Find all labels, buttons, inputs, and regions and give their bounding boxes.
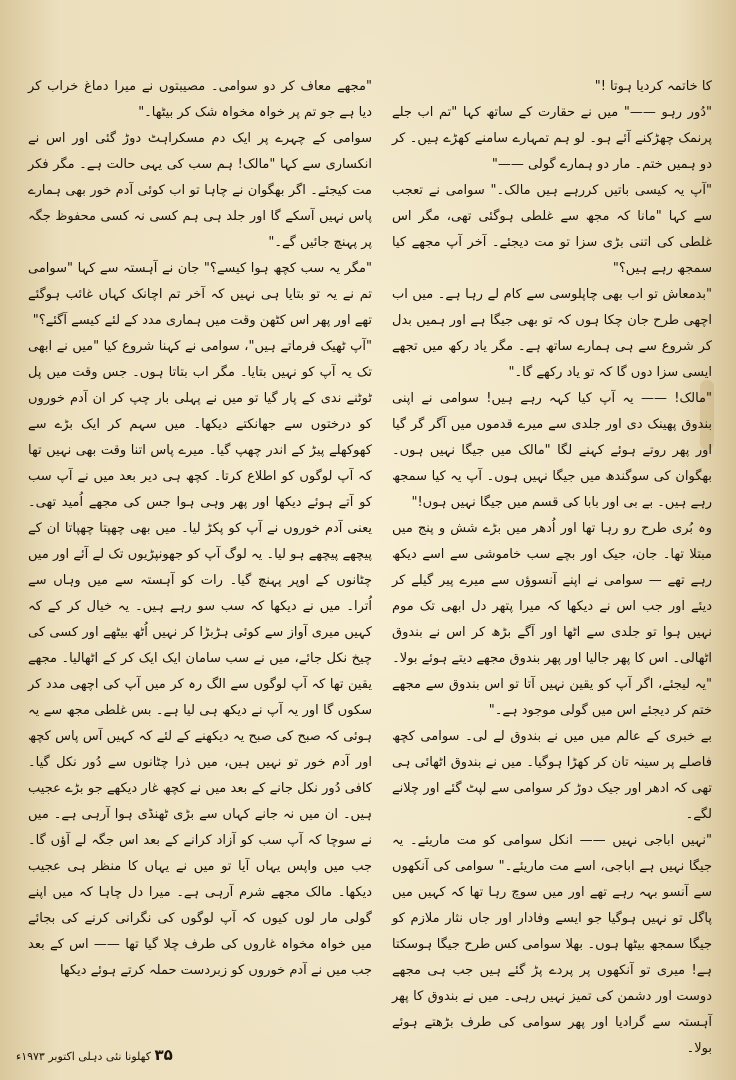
magazine-name: کھلونا نئی دہلی اکتوبر ۱۹۷۳ء [16, 1050, 151, 1063]
paragraph: "نہیں اباجی نہیں —— انکل سوامی کو مت ماریئے۔ یہ جیگا نہیں ہے اباجی، اسے مت ماریئے۔" سوامی کی آنکھوں سے آنسو بہہ رہے تھے اور میں سوچ رہا تھا کہ کہیں میں پاگل تو نہیں ہوگیا جو ایسے وفادار اور جاں نثار ملازم کو جیگا سمجھ بیٹھا ہوں۔ بھلا سوامی کس طرح جیگا ہوسکتا ہے! میری تو آنکھوں پر پردے پڑ گئے ہیں جب ہی مجھے دوست اور دشمن کی تمیز نہیں رہی۔ میں نے بندوق کا پھر آہستہ سے گرادیا اور پھر سوامی کی طرف بڑھتے ہوئے بولا۔ [392, 833, 712, 1056]
page-footer [16, 1042, 216, 1068]
right-text-column [392, 74, 712, 1056]
paragraph: سوامی کے چہرے پر ایک دم مسکراہٹ دوڑ گئی اور اس نے انکساری سے کہا "مالک! ہم سب کی یہی حالت ہے۔ مگر فکر مت کیجئے۔ اگر بھگوان نے چاہا تو اب کوئی آدم خور بھی ہمارے پاس نہیں آسکے گا اور جلد ہی ہم کسی نہ کسی محفوظ جگہ پر پہنچ جائیں گے۔" [28, 131, 372, 250]
paragraph: "دُور رہو ——" میں نے حقارت کے ساتھ کہا "تم اب جلے پرنمک چھڑکنے آئے ہو۔ لو ہم تمہارے سامنے کھڑے ہیں۔ کر دو ہمیں ختم۔ مار دو ہمارے گولی ——" [392, 105, 712, 172]
paragraph: "یہ لیجئے، اگر آپ کو یقین نہیں آتا تو اس بندوق سے مجھے ختم کر دیجئے اس میں گولی موجود ہے۔" [392, 677, 712, 718]
paragraph: "آپ ٹھیک فرماتے ہیں"، سوامی نے کہنا شروع کیا "میں نے ابھی تک یہ آپ کو نہیں بتایا۔ مگر اب بتاتا ہوں۔ جس وقت میں پل ٹوٹنے ندی کے پار گیا تو میں نے پہلی بار چپ کر ان آدم خوروں کو درختوں سے جھانکتے دیکھا۔ میں سہم کر ایک بڑے سے کھوکھلے پیڑ کے اندر چھپ گیا۔ میرے پاس اتنا وقت بھی نہیں تھا کہ آپ لوگوں کو اطلاع کرتا۔ کچھ ہی دیر بعد میں نے آپ سب کو آتے ہوئے دیکھا اور پھر وہی ہوا جس کی مجھے اُمید تھی۔ یعنی آدم خوروں نے آپ کو پکڑ لیا۔ میں بھی چھپتا چھپاتا ان کے پیچھے پیچھے ہو لیا۔ یہ لوگ آپ کو جھونپڑیوں تک لے آئے اور میں چٹانوں کے اوپر پہنچ گیا۔ رات کو آہستہ سے میں وہاں سے اُترا۔ میں نے دیکھا کہ سب سو رہے ہیں۔ یہ خیال کر کے کہ کہیں میری آواز سے کوئی ہڑبڑا کر نہیں اُٹھ بیٹھے اور کسی کی چیخ نکل جائے، میں نے سب سامان ایک ایک کر کے اٹھالیا۔ مجھے یقین تھا کہ آپ لوگوں سے الگ رہ کر میں آپ کی اچھی مدد کر سکوں گا اور یہ آپ نے دیکھ ہی لیا ہے۔ بس غلطی مجھ سے یہ ہوئی کہ صبح کی صبح یہ دیکھنے کے لئے کہ کہیں آس پاس کچھ اور آدم خور تو نہیں ہیں، میں ذرا چٹانوں سے دُور نکل گیا۔ کافی دُور نکل جانے کے بعد میں نے کچھ غار دیکھے جو بڑے عجیب ہیں۔ ان میں نہ جانے کہاں سے بڑی ٹھنڈی ہوا آرہی ہے۔ میں نے سوچا کہ آپ سب کو آزاد کرانے کے بعد اس جگہ لے آؤں گا۔ جب میں واپس یہاں آیا تو میں نے یہاں کا منظر ہی عجیب دیکھا۔ مالک مجھے شرم آرہی ہے۔ میرا دل چاہا کہ میں اپنے گولی مار لوں کیوں کہ آپ لوگوں کی نگرانی کرنے کی بجائے میں خواہ مخواہ غاروں کی طرف چلا گیا تھا —— اس کے بعد جب میں نے آدم خوروں کو زبردست حملہ کرتے ہوئے دیکھا [28, 339, 372, 978]
paragraph: "مگر یہ سب کچھ ہوا کیسے؟" جان نے آہستہ سے کہا "سوامی تم نے یہ تو بتایا ہی نہیں کہ آخر تم اچانک کہاں غائب ہوگئے تھے اور پھر اس کٹھن وقت میں ہماری مدد کے لئے کیسے آگئے؟" [28, 261, 372, 328]
paragraph: "آپ یہ کیسی باتیں کررہے ہیں مالک۔" سوامی نے تعجب سے کہا "مانا کہ مجھ سے غلطی ہوگئی تھی، مگر اس غلطی کی اتنی بڑی سزا تو مت دیجئے۔ آخر آپ مجھے کیا سمجھ رہے ہیں؟" [392, 183, 712, 276]
paragraph: "بدمعاش تو اب بھی چاپلوسی سے کام لے رہا ہے۔ میں اب اچھی طرح جان چکا ہوں کہ تو بھی جیگا ہے اور ہمیں بدل کر شروع سے ہی ہمارے ساتھ ہے۔ مگر یاد رکھ میں تجھے ایسی سزا دوں گا کہ تو یاد رکھے گا۔" [392, 287, 712, 380]
paragraph: کا خاتمہ کردیا ہوتا !" [594, 79, 712, 94]
paragraph: بے خبری کے عالم میں میں نے بندوق لے لی۔ سوامی کچھ فاصلے پر سینہ تان کر کھڑا ہوگیا۔ میں نے بندوق اٹھائی ہی تھی کہ ادھر اور جیک دوڑ کر سوامی سے لپٹ گئے اور چلانے لگے۔ [392, 729, 712, 822]
left-text-column [28, 74, 372, 1034]
paragraph: "مجھے معاف کر دو سوامی۔ مصیبتوں نے میرا دماغ خراب کر دیا ہے جو تم پر خواہ مخواہ شک کر بیٹھا۔" [28, 79, 372, 120]
page-number: ۳۵ [154, 1046, 173, 1064]
paragraph: وہ بُری طرح رو رہا تھا اور اُدھر میں بڑے شش و پنج میں مبتلا تھا۔ جان، جیک اور بچے سب خاموشی سے اسے دیکھ رہے تھے — سوامی نے اپنے آنسوؤں سے میرے پیر گیلے کر دیئے اور جب اس نے دیکھا کہ میرا پتھر دل ابھی تک موم نہیں ہوا تو جلدی سے اٹھا اور آگے بڑھ کر اس نے بندوق اٹھالی۔ اس کا پھر جالیا اور پھر بندوق مجھے دیتے ہوئے بولا۔ [392, 521, 712, 666]
paragraph: "مالک! —— یہ آپ کیا کہہ رہے ہیں! سوامی نے اپنی بندوق پھینک دی اور جلدی سے میرے قدموں میں آگر گر گیا اور پھر روتے ہوئے کہنے لگا "مالک میں جیگا نہیں ہوں۔ بھگوان کی سوگندھ میں جیگا نہیں ہوں۔ آپ یہ کیا سمجھ رہے ہیں۔ بے بی اور بابا کی قسم میں جیگا نہیں ہوں!" [392, 391, 712, 510]
